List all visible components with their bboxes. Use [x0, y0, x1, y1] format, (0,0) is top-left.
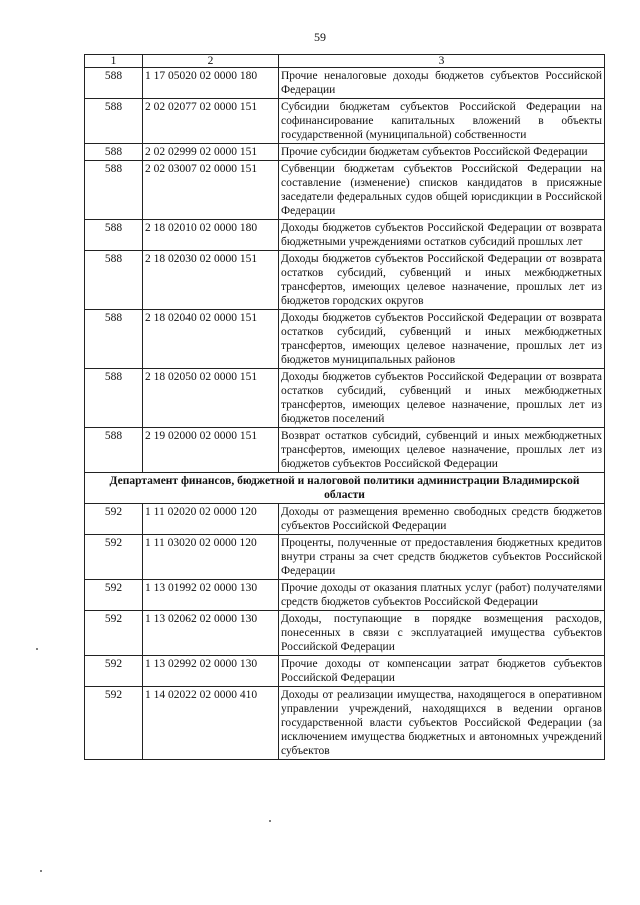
revenue-name-cell: Субсидии бюджетам субъектов Российской Федерации на софинансирование капитальных вложений в объекты государственной (муниципальной) собственности: [279, 99, 605, 144]
admin-code-cell: 588: [85, 251, 143, 310]
section-title: Департамент финансов, бюджетной и налоговой политики администрации Владимирской области: [85, 473, 605, 504]
budget-code-cell: 2 02 02077 02 0000 151: [143, 99, 279, 144]
admin-code-cell: 592: [85, 535, 143, 580]
budget-code-cell: 1 13 02062 02 0000 130: [143, 611, 279, 656]
revenue-name-cell: Доходы, поступающие в порядке возмещения расходов, понесенных в связи с эксплуатацией имущества субъектов Российской Федерации: [279, 611, 605, 656]
table-row: [85, 611, 605, 656]
revenue-name-cell: Доходы от реализации имущества, находящегося в оперативном управлении учреждений, находящихся в ведении органов государственной власти субъектов Российской Федерации (за исключением имущества бюджетных и автономных учреждений субъектов: [279, 687, 605, 760]
revenue-name-cell: Прочие доходы от компенсации затрат бюджетов субъектов Российской Федерации: [279, 656, 605, 687]
budget-code-cell: 1 13 02992 02 0000 130: [143, 656, 279, 687]
table-row: [85, 535, 605, 580]
revenue-name-cell: Доходы бюджетов субъектов Российской Федерации от возврата остатков субсидий, субвенций и иных межбюджетных трансфертов, имеющих целевое назначение, прошлых лет из бюджетов поселений: [279, 369, 605, 428]
budget-code-cell: 1 17 05020 02 0000 180: [143, 68, 279, 99]
budget-code-cell: 2 18 02010 02 0000 180: [143, 220, 279, 251]
revenue-name-cell: Прочие неналоговые доходы бюджетов субъектов Российской Федерации: [279, 68, 605, 99]
table-row: [85, 428, 605, 473]
table-row: [85, 144, 605, 161]
table-row: [85, 310, 605, 369]
admin-code-cell: 588: [85, 68, 143, 99]
table-row: [85, 99, 605, 144]
revenue-name-cell: Возврат остатков субсидий, субвенций и иных межбюджетных трансфертов, имеющих целевое назначение, прошлых лет из бюджетов субъектов Российской Федерации: [279, 428, 605, 473]
revenue-name-cell: Доходы бюджетов субъектов Российской Федерации от возврата остатков субсидий, субвенций и иных межбюджетных трансфертов, имеющих целевое назначение, прошлых лет из бюджетов городских округов: [279, 251, 605, 310]
budget-code-cell: 1 13 01992 02 0000 130: [143, 580, 279, 611]
table-row: [85, 161, 605, 220]
admin-code-cell: 588: [85, 99, 143, 144]
budget-code-cell: 2 18 02050 02 0000 151: [143, 369, 279, 428]
admin-code-cell: 592: [85, 656, 143, 687]
revenue-classification-table: [84, 54, 605, 760]
admin-code-cell: 592: [85, 504, 143, 535]
revenue-name-cell: Субвенции бюджетам субъектов Российской Федерации на составление (изменение) списков кандидатов в присяжные заседатели федеральных судов общей юрисдикции в Российской Федерации: [279, 161, 605, 220]
table-row: [85, 504, 605, 535]
budget-code-cell: 2 02 02999 02 0000 151: [143, 144, 279, 161]
admin-code-cell: 588: [85, 310, 143, 369]
column-number-1: 1: [85, 55, 143, 68]
column-number-2: 2: [143, 55, 279, 68]
admin-code-cell: 588: [85, 161, 143, 220]
budget-code-cell: 1 11 03020 02 0000 120: [143, 535, 279, 580]
admin-code-cell: 588: [85, 428, 143, 473]
column-number-3: 3: [279, 55, 605, 68]
budget-code-cell: 1 11 02020 02 0000 120: [143, 504, 279, 535]
revenue-name-cell: Доходы бюджетов субъектов Российской Федерации от возврата остатков субсидий, субвенций и иных межбюджетных трансфертов, имеющих целевое назначение, прошлых лет из бюджетов муниципальных районов: [279, 310, 605, 369]
scan-speck: [269, 820, 271, 822]
revenue-name-cell: Прочие субсидии бюджетам субъектов Российской Федерации: [279, 144, 605, 161]
scan-speck: [36, 648, 38, 650]
table-header-row: [85, 55, 605, 68]
revenue-name-cell: Проценты, полученные от предоставления бюджетных кредитов внутри страны за счет средств бюджетов субъектов Российской Федерации: [279, 535, 605, 580]
budget-code-cell: 2 18 02040 02 0000 151: [143, 310, 279, 369]
budget-code-cell: 2 02 03007 02 0000 151: [143, 161, 279, 220]
admin-code-cell: 592: [85, 687, 143, 760]
table-row: [85, 220, 605, 251]
budget-code-cell: 2 18 02030 02 0000 151: [143, 251, 279, 310]
revenue-name-cell: Прочие доходы от оказания платных услуг (работ) получателями средств бюджетов субъектов Российской Федерации: [279, 580, 605, 611]
section-header-row: [85, 473, 605, 504]
admin-code-cell: 588: [85, 144, 143, 161]
table-row: [85, 68, 605, 99]
table-row: [85, 687, 605, 760]
admin-code-cell: 592: [85, 580, 143, 611]
admin-code-cell: 588: [85, 220, 143, 251]
table-row: [85, 251, 605, 310]
scan-speck: [40, 870, 42, 872]
admin-code-cell: 592: [85, 611, 143, 656]
table-row: [85, 580, 605, 611]
page-number: 59: [314, 30, 326, 44]
budget-code-cell: 1 14 02022 02 0000 410: [143, 687, 279, 760]
admin-code-cell: 588: [85, 369, 143, 428]
revenue-name-cell: Доходы от размещения временно свободных средств бюджетов субъектов Российской Федерации: [279, 504, 605, 535]
table-row: [85, 369, 605, 428]
budget-code-cell: 2 19 02000 02 0000 151: [143, 428, 279, 473]
table-row: [85, 656, 605, 687]
revenue-name-cell: Доходы бюджетов субъектов Российской Федерации от возврата бюджетными учреждениями остатков субсидий прошлых лет: [279, 220, 605, 251]
